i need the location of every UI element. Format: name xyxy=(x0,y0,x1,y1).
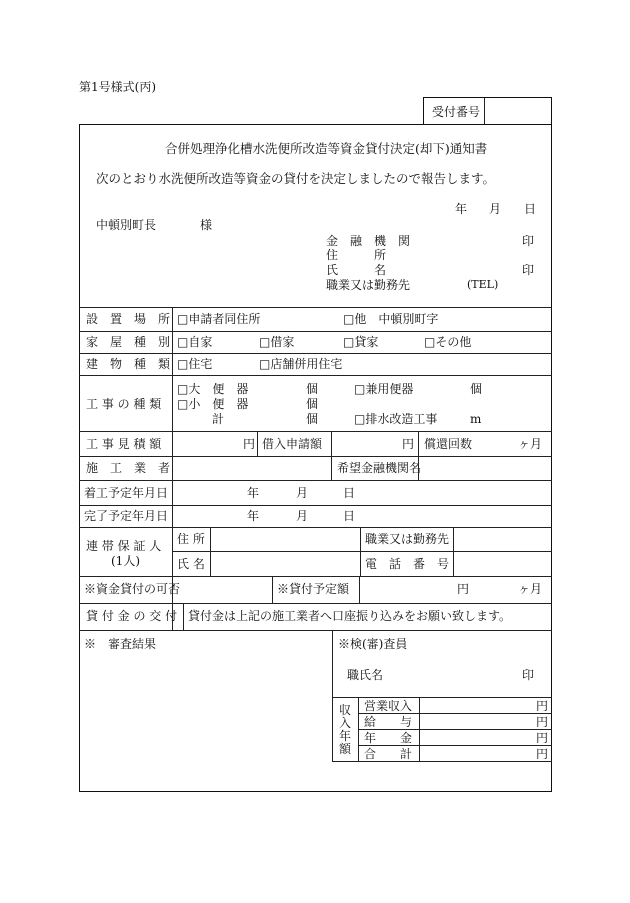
receipt-number-box xyxy=(423,97,552,125)
approval-label: ※資金貸付の可否 xyxy=(84,582,181,596)
delivery-text: 貸付金は上記の施工業者へ口座振り込みをお願い致します。 xyxy=(188,609,512,623)
guarantor-name-label: 氏 名 xyxy=(177,557,205,571)
guarantor-count: (1人) xyxy=(111,554,140,568)
income-total-label: 合 計 xyxy=(364,747,413,761)
rule xyxy=(419,697,420,761)
guarantor-address-label: 住 所 xyxy=(177,532,205,546)
building-house-checkbox[interactable]: □住宅 xyxy=(177,357,213,371)
guarantor-work-label: 職業又は勤務先 xyxy=(365,532,450,546)
rule xyxy=(183,603,184,630)
location-label: 設 置 場 所 xyxy=(86,312,171,326)
rule xyxy=(358,729,552,730)
receipt-number-label: 受付番号 xyxy=(432,105,481,119)
rule xyxy=(79,431,552,432)
house-rented-checkbox[interactable]: □借家 xyxy=(259,335,295,349)
inspector-label: ※検(審)査員 xyxy=(338,637,408,651)
drain-unit: m xyxy=(470,412,482,426)
addressee-label: 中頓別町長 xyxy=(96,218,157,232)
guarantor-phone-label: 電 話 番 号 xyxy=(365,557,450,571)
rule xyxy=(272,576,273,603)
income-business-label: 営業収入 xyxy=(364,699,413,713)
guarantor-label: 連 帯 保 証 人 xyxy=(86,539,162,553)
income-salary-unit: 円 xyxy=(536,715,549,729)
rule xyxy=(79,307,552,308)
building-shop-house-checkbox[interactable]: □店舗併用住宅 xyxy=(259,357,343,371)
rule xyxy=(79,353,552,354)
rule xyxy=(79,603,552,604)
scheduled-unit: ヶ月 xyxy=(518,582,543,596)
income-salary-label: 給 与 xyxy=(364,715,413,729)
review-result-label: ※ 審査結果 xyxy=(84,637,157,651)
loan-request-label: 借入申請額 xyxy=(262,437,323,451)
income-label-2: 入 xyxy=(339,716,352,730)
end-year: 年 xyxy=(247,509,260,523)
start-year: 年 xyxy=(247,486,260,500)
rule xyxy=(79,456,552,457)
form-number: 第1号様式(丙) xyxy=(79,80,156,94)
estimate-yen: 円 xyxy=(243,437,256,451)
small-toilet-checkbox[interactable]: □小 便 器 xyxy=(177,397,249,411)
rule xyxy=(79,375,552,376)
rule xyxy=(332,761,552,762)
income-total-unit: 円 xyxy=(536,747,549,761)
estimate-label: 工 事 見 積 額 xyxy=(86,437,162,451)
income-pension-unit: 円 xyxy=(536,731,549,745)
house-other-checkbox[interactable]: □その他 xyxy=(424,335,472,349)
house-own-checkbox[interactable]: □自家 xyxy=(177,335,213,349)
income-label-1: 収 xyxy=(339,703,352,717)
start-month: 月 xyxy=(296,486,309,500)
rule xyxy=(332,697,552,698)
rule xyxy=(418,456,419,480)
scheduled-amount-label: ※貸付予定額 xyxy=(277,582,350,596)
location-same-address-checkbox[interactable]: □申請者同住所 xyxy=(177,312,261,326)
rule xyxy=(358,697,359,761)
income-label-4: 額 xyxy=(339,742,352,756)
rule xyxy=(358,745,552,746)
scheduled-yen: 円 xyxy=(457,582,470,596)
dual-toilet-checkbox[interactable]: □兼用便器 xyxy=(354,382,414,396)
inspector-seal: 印 xyxy=(522,668,535,682)
rule xyxy=(453,527,454,576)
rule xyxy=(79,480,552,481)
repay-count-label: 償還回数 xyxy=(424,437,473,451)
house-type-label: 家 屋 種 別 xyxy=(86,335,171,349)
delivery-label: 貸 付 金 の 交 付 xyxy=(86,609,178,623)
total-unit: 個 xyxy=(306,412,319,426)
addressee-honorific: 様 xyxy=(200,218,213,232)
end-date-label: 完了予定年月日 xyxy=(84,509,169,523)
work-label: 職業又は勤務先 xyxy=(326,278,411,292)
house-lease-checkbox[interactable]: □貸家 xyxy=(343,335,379,349)
institution-label: 金 融 機 関 xyxy=(326,234,411,248)
rule xyxy=(331,456,332,480)
rule xyxy=(257,431,258,456)
rule xyxy=(79,331,552,332)
institution-seal: 印 xyxy=(522,234,535,248)
date-month: 月 xyxy=(489,202,502,216)
income-business-unit: 円 xyxy=(536,699,549,713)
loan-yen: 円 xyxy=(402,437,415,451)
end-day: 日 xyxy=(343,509,356,523)
contractor-label: 施 工 業 者 xyxy=(86,461,171,475)
rule xyxy=(358,713,552,714)
work-type-label: 工 事 の 種 類 xyxy=(86,397,162,411)
preferred-bank-label: 希望金融機関名 xyxy=(337,461,422,475)
income-pension-label: 年 金 xyxy=(364,731,413,745)
rule xyxy=(79,630,552,631)
intro-text: 次のとおり水洗便所改造等資金の貸付を決定しましたので報告します。 xyxy=(96,171,496,186)
dual-unit: 個 xyxy=(470,382,483,396)
drain-work-checkbox[interactable]: □排水改造工事 xyxy=(354,412,438,426)
rule xyxy=(172,551,552,552)
date-year: 年 xyxy=(455,202,468,216)
large-toilet-checkbox[interactable]: □大 便 器 xyxy=(177,382,249,396)
rule xyxy=(79,527,552,528)
start-day: 日 xyxy=(343,486,356,500)
rule xyxy=(359,576,360,603)
start-date-label: 着工予定年月日 xyxy=(84,486,169,500)
rule xyxy=(79,576,552,577)
repay-unit: ヶ月 xyxy=(518,437,543,451)
page-title: 合併処理浄化槽水洗便所改造等資金貸付決定(却下)通知書 xyxy=(165,141,488,156)
name-label: 氏 名 xyxy=(326,263,387,277)
rule xyxy=(79,505,552,506)
receipt-divider xyxy=(484,98,485,125)
inspector-name-label: 職氏名 xyxy=(347,668,384,682)
rule xyxy=(210,527,211,576)
building-type-label: 建 物 種 類 xyxy=(86,357,171,371)
rule xyxy=(331,431,332,456)
name-seal: 印 xyxy=(522,263,535,277)
small-unit: 個 xyxy=(306,397,319,411)
income-label-3: 年 xyxy=(339,729,352,743)
total-label: 計 xyxy=(212,412,225,426)
rule xyxy=(418,431,419,456)
location-other-checkbox[interactable]: □他 中頓別町字 xyxy=(343,312,439,326)
tel-label: (TEL) xyxy=(467,278,499,291)
end-month: 月 xyxy=(296,509,309,523)
rule xyxy=(332,630,333,761)
date-day: 日 xyxy=(524,202,537,216)
rule xyxy=(360,527,361,576)
address-label: 住 所 xyxy=(326,248,387,262)
large-unit: 個 xyxy=(306,382,319,396)
